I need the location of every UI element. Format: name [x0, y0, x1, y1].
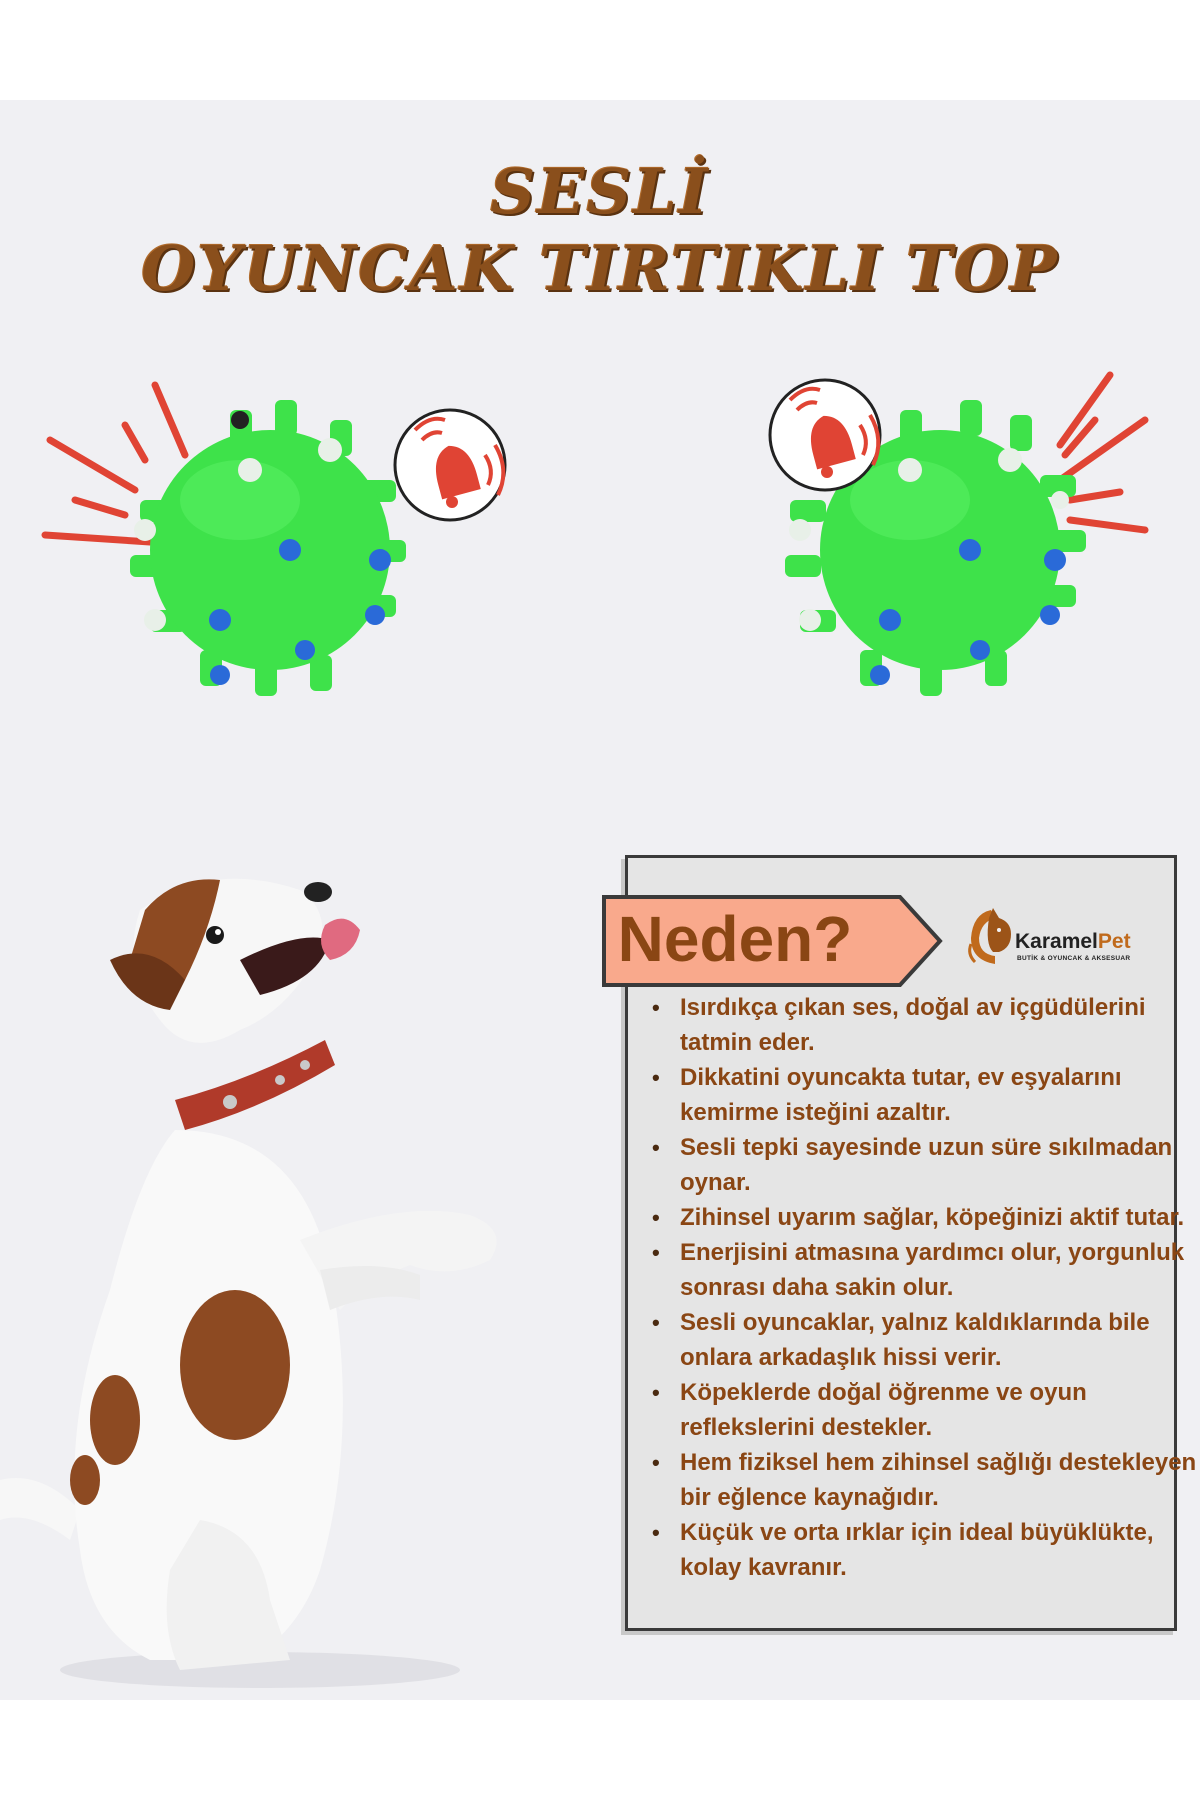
logo-subtitle: BUTİK & OYUNCAK & AKSESUAR: [1017, 955, 1131, 962]
logo-name-part1: Karamel: [1015, 930, 1098, 953]
cat-dog-logo-icon: [965, 904, 1017, 968]
benefit-item: • Sesli oyuncaklar, yalnız kaldıklarında bile onlara arkadaşlık hissi verir.: [680, 1305, 1200, 1375]
squeaky-ball-icon: [760, 360, 1160, 720]
title-line-2: OYUNCAK TIRTIKLI TOP: [141, 232, 1059, 305]
sound-lines-right: [1060, 375, 1145, 530]
jack-russell-dog-illustration: [0, 870, 560, 1700]
karamel-pet-logo: [965, 900, 1145, 972]
benefit-item: • Dikkatini oyuncakta tutar, ev eşyalarını kemirme isteğini azaltır.: [680, 1060, 1200, 1130]
benefit-item: • Enerjisini atmasına yardımcı olur, yorgunluk sonrası daha sakin olur.: [680, 1235, 1200, 1305]
benefit-item: • Küçük ve orta ırklar için ideal büyüklükte, kolay kavranır.: [680, 1515, 1200, 1585]
benefit-item: • Köpeklerde doğal öğrenme ve oyun reflekslerini destekler.: [680, 1375, 1200, 1445]
title-line-1: SESLİ: [490, 155, 710, 228]
benefit-item: • Isırdıkça çıkan ses, doğal av içgüdülerini tatmin eder.: [680, 990, 1200, 1060]
squeaky-ball-icon: [40, 370, 510, 720]
bell-sound-icon: [770, 380, 880, 490]
bell-sound-icon: [395, 410, 505, 520]
benefit-item: • Zihinsel uyarım sağlar, köpeğinizi aktif tutar.: [680, 1200, 1200, 1235]
neden-heading: Neden?: [617, 903, 853, 975]
benefit-item: • Sesli tepki sayesinde uzun süre sıkılmadan oynar.: [680, 1130, 1200, 1200]
benefit-item: • Hem fiziksel hem zihinsel sağlığı destekleyen bir eğlence kaynağıdır.: [680, 1445, 1200, 1515]
benefits-list: [650, 990, 1200, 1585]
logo-name-part2: Pet: [1097, 930, 1131, 953]
